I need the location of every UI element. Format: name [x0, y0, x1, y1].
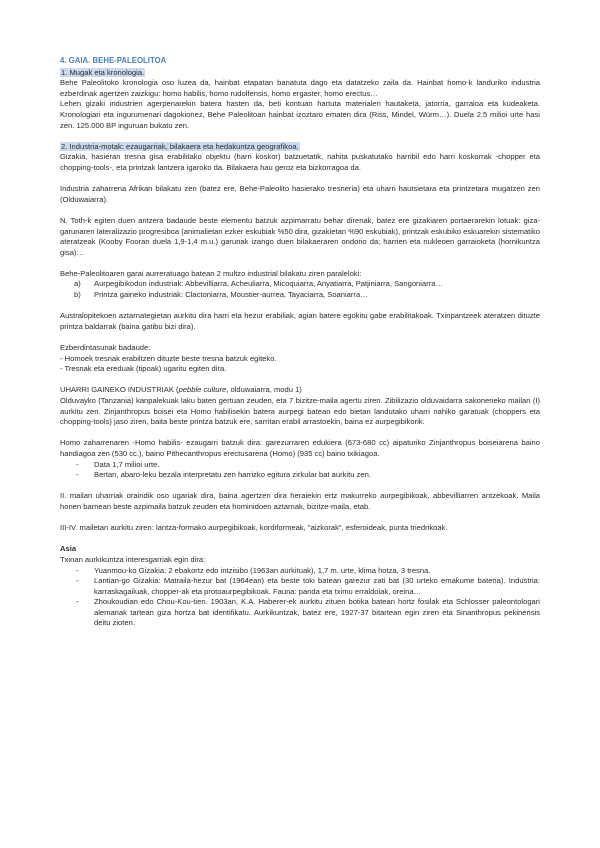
section-3-paragraph-3: II. mailan uharriak oraindik oso ugariak dira, baina agertzen dira heraiekin ertz makurreko aurpegibikoak, abbevilliarren antzekoak. Maila honen barnean beste azpimaila batzuk zeuden eta hominidoen aztarnak, bizitze-maila, etab.	[60, 491, 540, 511]
section-1-paragraph-1: Behe Paleolitoko kronologia oso luzea da, hainbat etapatan banatuta dago eta datatzeko zaila da. Hainbat homo-k landuriko industria ezberdinak agertzen zaizkigu: homo habilis, homo rudolfensis, homo ergaster, homo erectus…	[60, 78, 540, 98]
section-2-paragraph-3: N. Toth-k egiten duen antzera badaude beste elementu batzuk azpimarratu behar direnak, batez ere gizakiaren portaerarekin lotuak: giza-garunaren lateralizazio progresiboa (animalietan ezker eskubiak %50 dira, gizakietan %90 eskubiak), printzak eskubiko eskuarekin sistematiko ateratzeak (Kooby Fooran duela 1,9-1,4 m.u.) garunak izango duen bilakaeraren ondorio da; harrien eta nukleoen garraioketa (hornikuntza gisa)…	[60, 215, 540, 257]
section-2-paragraph-2: Industria zaharrena Afrikan bilakatu zen (batez ere, Behe-Paleolito hasierako tresneria) eta uharri hautsietara eta printzetara mugatzen zen (Olduwaiarra).	[60, 184, 540, 204]
list-item: - Yuanmou-ko Gizakia: 2 ebakortz edo intzisibo (1963an aurkituak), 1,7 m. urte, klima hotza, 3 tresna.	[76, 565, 431, 575]
list-item: - Data 1,7 milioi urte.	[76, 459, 160, 469]
section-2-paragraph-1: Gizakia, hasieran tresna gisa erabilitako objektu (harri koskor) batzuetatik, nahita puskatutako harribil edo harri koskorrak -chopper eta chopping-tools-, eta printzak lantzera igaroko da. Bilakaera hau geroz eta bizkorragoa da.	[60, 152, 540, 172]
section-2-paragraph-4: Behe-Paleolitoaren garai aurreratuago batean 2 multzo industrial bilakatu ziren paraleloki:	[60, 268, 362, 278]
habilis-details-list	[60, 460, 540, 481]
section-3-paragraph-4: III-IV. mailetan aurkitu ziren: lantza-formako aurpegibikoak, kordiformeak, "aizkorak", esferoideak, punta triedrikoak.	[60, 523, 448, 533]
list-item: - Lantian-go Gizakia: Matraila-hezur bat (1964ean) eta beste toki batean garezur zati bat (30 urteko emakume batena). Industria: karraskagailuak, chopper-ak eta protoaurpegibikoak. Fauna: panda eta tximu erraldoiak, oreina…	[76, 576, 540, 596]
list-item: a) Aurpegibikodun industriak: Abbevilliarra, Acheuliarra, Micoquiarra, Anyatiarra, Patjiniarra, Sangoniarra…	[74, 279, 444, 289]
asia-intro: Txinan aurkikuntza interesgarriak egin dira:	[60, 554, 206, 564]
industry-groups-list	[60, 279, 540, 300]
section-3-paragraph-2: Homo zaharrenaren -Homo habilis- ezaugarri batzuk dira: garezurraren edukiera (673-680 cc) aipaturiko Zinjanthropus boiseiarena baino handiagoa zen (530 cc.), baino Pithecanthropus erectusarena (Homo) (935 cc) baino txikiagoa.	[60, 438, 540, 458]
section-1-heading: 1. Mugak eta kronologia.	[61, 67, 145, 77]
asia-heading: Asia	[60, 544, 77, 554]
document-title: 4. GAIA. BEHE-PALEOLITOA	[60, 56, 167, 65]
list-item: b) Printza gaineko industriak: Clactoniarra, Moustier-aurrea, Tayaciarra, Soaniarra…	[74, 290, 368, 300]
asia-findings-list	[60, 566, 540, 630]
difference-item: - Tresnak eta ereduak (tipoak) ugaritu egiten dira.	[60, 364, 227, 374]
list-item: - Bertan, abaro-leku bezala interpretatu zen harrizko egitura zirkular bat aurkitu zen.	[76, 470, 371, 480]
pebble-culture-heading: UHARRI GAINEKO INDUSTRIAK (pebble culture, olduwaiarra, modu 1)	[60, 385, 302, 395]
section-1-paragraph-2: Lehen gizaki industrien agerpenarekin batera hasten da, beti kontuan hartuta materialen hautaketa, jatorria, garraioa eta kudeaketa. Kronologiari eta ingurumenari dagokionez, Behe Paleolitoan hainbat izoztaro ematen dira (Riss, Mindel, Würm…). Duela 2.5 milioi urte hasi zen. 125.000 BP inguruan bukatu zen.	[60, 99, 540, 130]
section-2-paragraph-5: Australopitekoen aztarnategietan aurkitu dira harri eta hezur erabiliak, agian batere egokitu gabe erabilitakoak. Txinpantzeek ateratzen dituzte printza baldarrak (baina gatibu bizi dira).	[60, 311, 540, 331]
difference-item: - Homoek tresnak erabiltzen dituzte beste tresna batzuk egiteko.	[60, 353, 277, 363]
differences-title: Ezberdintasunak badaude:	[60, 343, 151, 353]
section-2-heading: 2. Industria-motak: ezaugarriak, bilakaera eta hedakuntza geografikoa.	[61, 141, 299, 151]
section-3-paragraph-1: Olduvayko (Tanzania) kanpalekuak laku baten gertuan zeuden, eta 7 bizitze-maila agertu ziren. Zibilizazio olduvaidarra sakoneneko mailan (I) aurkitu zen. Zinjanthropus boisei eta Homo habilisekin batera aurpegi batean edo bietan landutako uharri nahiko garatuak (choppers eta chopping-tools) jaso ziren, baita beste printza batzuk ere, sarritan erabil arrastoekin, baina ez aurpegibikorik.	[60, 396, 540, 427]
list-item: - Zhoukoudian edo Chou-Kou-tien. 1903an, K.A. Haberer-ek aurkitu zituen botika batean hortz fosilak eta Schlosser paleontologari alemanak tartean giza hortza bat identifikatu. Aurkikuntzak, batez ere, 1927-37 bitartean egin ziren eta Sinanthropus pekinensis deitu zioten.	[76, 597, 540, 628]
